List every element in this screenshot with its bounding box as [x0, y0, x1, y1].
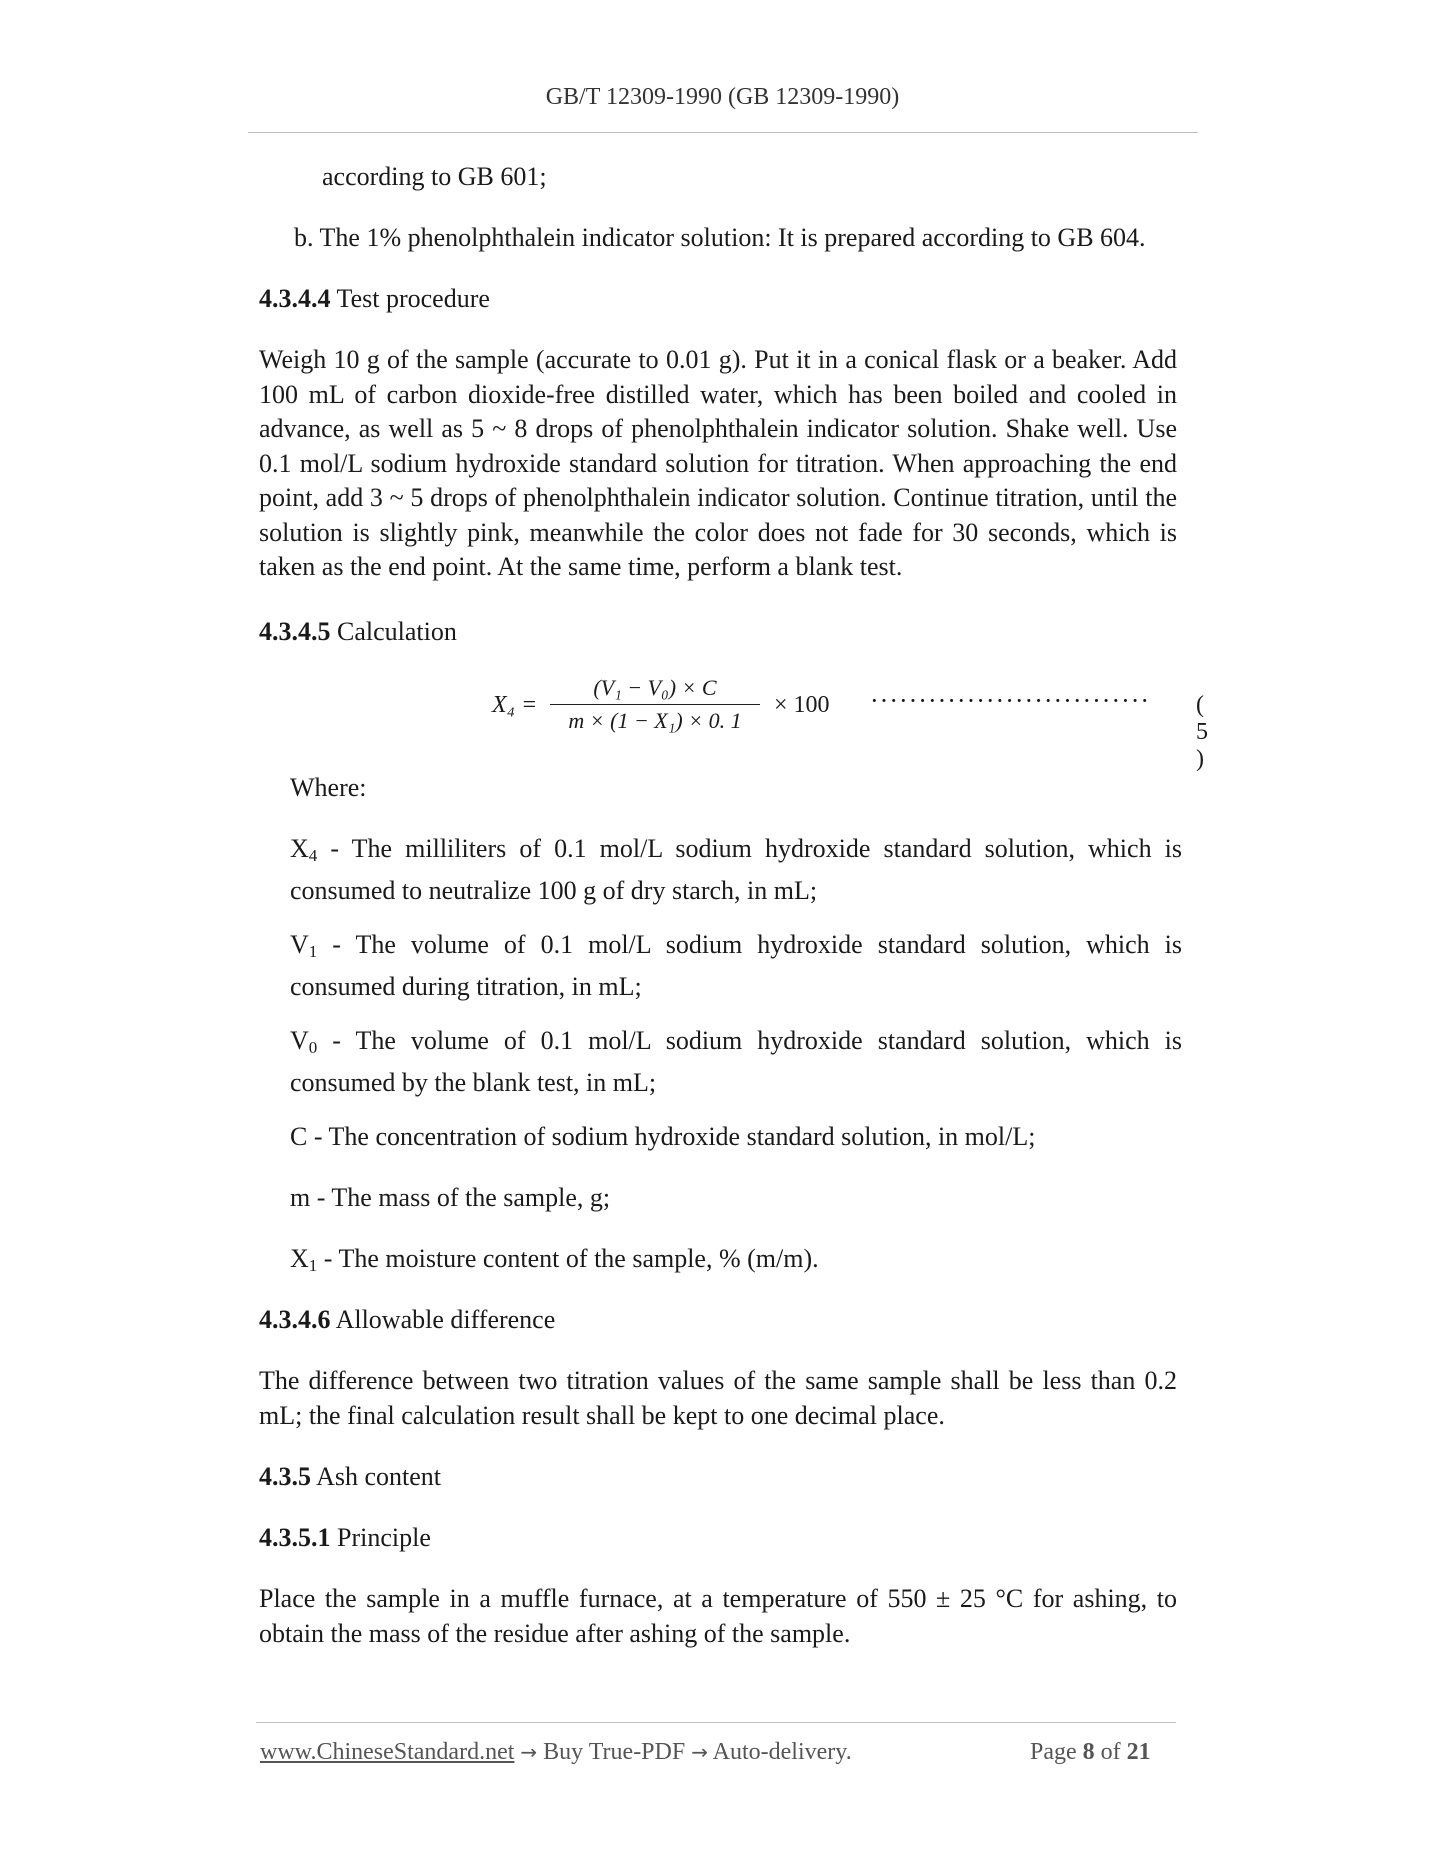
paragraph-gb601: according to GB 601; [322, 162, 547, 191]
arrow-right-icon: → [691, 1740, 708, 1764]
page-indicator [1030, 1739, 1151, 1766]
symbol: V [290, 930, 309, 959]
symbol: X [290, 1244, 309, 1273]
section-title: Ash content [311, 1462, 441, 1491]
of-label: of [1094, 1739, 1127, 1765]
paragraph-principle: Place the sample in a muffle furnace, at a temperature of 550 ± 25 °C for ashing, to obtain the mass of the residue after ashing of the sample. [259, 1584, 1177, 1648]
buy-pdf-text: Buy True-PDF [537, 1739, 692, 1765]
definition-c: C - The concentration of sodium hydroxide standard solution, in mol/L; [290, 1122, 1036, 1151]
equation-fraction [550, 672, 760, 737]
section-title: Allowable difference [330, 1305, 556, 1334]
section-title: Principle [330, 1523, 431, 1552]
symbol: X [290, 834, 309, 863]
section-title: Test procedure [330, 284, 490, 313]
section-number: 4.3.4.4 [259, 284, 331, 313]
equation-5 [490, 672, 1208, 772]
equation-lhs: X₄ = [492, 692, 538, 718]
definition-x1 [290, 1242, 1182, 1284]
paragraph-test-procedure: Weigh 10 g of the sample (accurate to 0.01 g). Put it in a conical flask or a beaker. Add 100 mL of carbon dioxide-free distilled water, which has been boiled and cooled in advance, as well as 5 ~ 8 drops of phenolphthalein indicator solution. Shake well. Use 0.1 mol/L sodium hydroxide standard solution for titration. When approaching the end point, add 3 ~ 5 drops of phenolphthalein indicator solution. Continue titration, until the solution is slightly pink, meanwhile the color does not fade for 30 seconds, which is taken as the end point. At the same time, perform a blank test. [259, 345, 1177, 581]
paragraph-indicator-solution: b. The 1% phenolphthalein indicator solution: It is prepared according to GB 604. [294, 223, 1146, 252]
definition-x4 [290, 832, 1182, 908]
paragraph-allowable-difference: The difference between two titration values of the same sample shall be less than 0.2 mL; the final calculation result shall be kept to one decimal place. [259, 1366, 1177, 1430]
symbol-subscript: 4 [308, 846, 318, 865]
definition-v1 [290, 928, 1182, 1004]
symbol-subscript: 0 [308, 1038, 318, 1057]
section-heading-4346 [259, 1303, 1177, 1338]
section-heading-4344 [259, 282, 1177, 317]
footer-promo [260, 1739, 852, 1766]
section-heading-435 [259, 1460, 1177, 1495]
page-number: 8 [1082, 1739, 1095, 1765]
section-title: Calculation [330, 617, 457, 646]
footer-divider [256, 1722, 1176, 1723]
section-number: 4.3.4.6 [259, 1305, 331, 1334]
definition-m: m - The mass of the sample, g; [290, 1183, 611, 1212]
equation-numerator: (V₁ − V₀) × C [593, 675, 717, 700]
definition-text: - The milliliters of 0.1 mol/L sodium hydroxide standard solution, which is consumed to neutralize 100 g of dry starch, in mL; [290, 834, 1182, 905]
header-divider [248, 132, 1198, 133]
page-label: Page [1030, 1739, 1083, 1765]
section-number: 4.3.4.5 [259, 617, 331, 646]
symbol-subscript: 1 [308, 1256, 318, 1275]
equation-multiplier: × 100 [774, 692, 830, 718]
auto-delivery-text: Auto-delivery. [707, 1739, 852, 1765]
section-heading-4351 [259, 1521, 1177, 1556]
where-label: Where: [290, 773, 367, 802]
section-number: 4.3.5 [259, 1462, 311, 1491]
definition-v0 [290, 1024, 1182, 1100]
equation-leader-dots: ····························· [870, 686, 1151, 715]
total-pages: 21 [1126, 1739, 1151, 1765]
definition-text: - The moisture content of the sample, % (m/m). [317, 1244, 819, 1273]
chinesestandard-link[interactable]: www.ChineseStandard.net [260, 1739, 515, 1765]
equation-denominator: m × (1 − X₁) × 0. 1 [568, 708, 742, 733]
symbol: V [290, 1026, 309, 1055]
section-heading-4345 [259, 615, 1177, 650]
arrow-right-icon: → [520, 1740, 538, 1764]
section-number: 4.3.5.1 [259, 1523, 331, 1552]
page-header: GB/T 12309-1990 (GB 12309-1990) [545, 84, 900, 110]
equation-number: ( 5 ) [1196, 692, 1208, 772]
symbol-subscript: 1 [308, 942, 318, 961]
definition-text: - The volume of 0.1 mol/L sodium hydroxide standard solution, which is consumed during titration, in mL; [290, 930, 1182, 1001]
definition-text: - The volume of 0.1 mol/L sodium hydroxide standard solution, which is consumed by the blank test, in mL; [290, 1026, 1182, 1097]
